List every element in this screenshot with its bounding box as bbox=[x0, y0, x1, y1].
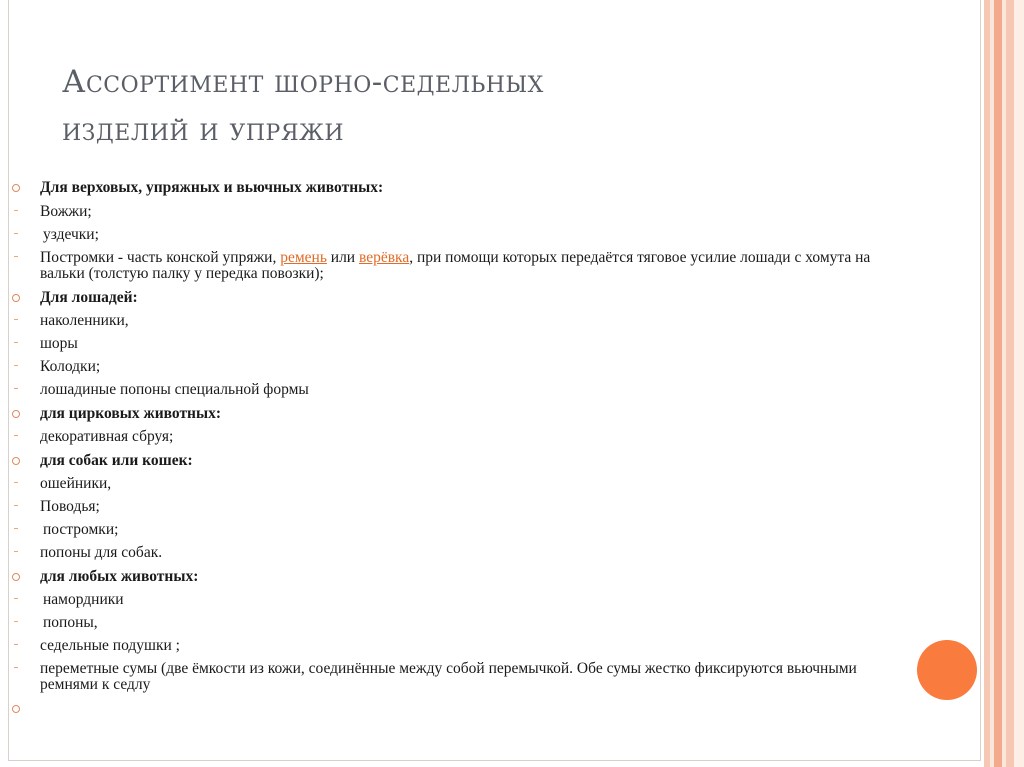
dash-bullet-icon bbox=[14, 482, 18, 483]
item-text: декоративная сбруя; bbox=[40, 428, 174, 445]
dash-bullet-icon bbox=[14, 598, 18, 599]
item-text: ошейники, bbox=[40, 475, 112, 492]
link-verevka[interactable]: верёвка bbox=[358, 249, 410, 266]
dash-bullet-icon bbox=[14, 365, 18, 366]
header-text: для собак или кошек: bbox=[40, 452, 193, 469]
dash-bullet-icon bbox=[14, 505, 18, 506]
item-text-line-2: вальки (толстую палку у передка повозки); bbox=[40, 265, 324, 282]
list-item bbox=[0, 545, 1000, 561]
list-header bbox=[0, 406, 1000, 422]
dash-bullet-icon bbox=[14, 210, 18, 211]
item-text: седельные подушки ; bbox=[40, 637, 180, 654]
dash-bullet-icon bbox=[14, 551, 18, 552]
title-line-1: Ассортимент шорно-седельных bbox=[62, 64, 544, 100]
dash-bullet-icon bbox=[14, 667, 18, 668]
dash-bullet-icon bbox=[14, 435, 18, 436]
list-item bbox=[0, 522, 1000, 538]
item-text: уздечки; bbox=[43, 226, 99, 243]
list-item bbox=[0, 615, 1000, 631]
dash-bullet-icon bbox=[14, 388, 18, 389]
list-header bbox=[0, 180, 1000, 196]
item-text: намордники bbox=[43, 591, 124, 608]
bullet-list bbox=[0, 180, 1000, 717]
list-item bbox=[0, 204, 1000, 220]
item-text: или bbox=[326, 249, 359, 266]
list-item bbox=[0, 382, 1000, 398]
list-item bbox=[0, 661, 1000, 693]
item-text: постромки; bbox=[43, 521, 119, 538]
item-text-line-2: ремнями к седлу bbox=[40, 676, 151, 693]
item-text: , при помощи которых передаётся тяговое усилие лошади с хомута на bbox=[409, 249, 871, 266]
list-item bbox=[0, 250, 1000, 282]
slide-title bbox=[62, 58, 862, 154]
item-text: Постромки - часть конской упряжи, bbox=[40, 249, 281, 266]
list-item bbox=[0, 227, 1000, 243]
header-text: для цирковых животных: bbox=[40, 405, 222, 422]
item-text: шоры bbox=[40, 335, 78, 352]
dash-bullet-icon bbox=[14, 644, 18, 645]
dash-bullet-icon bbox=[14, 256, 18, 257]
list-item bbox=[0, 336, 1000, 352]
circle-bullet-icon bbox=[12, 457, 20, 465]
list-item bbox=[0, 359, 1000, 375]
list-header bbox=[0, 453, 1000, 469]
item-text: переметные сумы (две ёмкости из кожи, соединённые между собой перемычкой. Обе сумы жестко фиксируются вьючными bbox=[40, 660, 857, 677]
circle-bullet-icon bbox=[12, 294, 20, 302]
list-item bbox=[0, 638, 1000, 654]
list-header bbox=[0, 701, 1000, 717]
item-text: Вожжи; bbox=[40, 203, 92, 220]
circle-bullet-icon bbox=[12, 184, 20, 192]
link-remen[interactable]: ремень bbox=[280, 249, 327, 266]
list-item bbox=[0, 499, 1000, 515]
dash-bullet-icon bbox=[14, 342, 18, 343]
header-text: Для верховых, упряжных и вьючных животных: bbox=[40, 179, 384, 196]
decor-stripe-6 bbox=[1014, 0, 1024, 767]
item-text: наколенники, bbox=[40, 312, 129, 329]
item-text: Поводья; bbox=[40, 498, 100, 515]
circle-bullet-icon bbox=[12, 705, 20, 713]
circle-bullet-icon bbox=[12, 410, 20, 418]
dash-bullet-icon bbox=[14, 528, 18, 529]
list-item bbox=[0, 313, 1000, 329]
item-text: попоны для собак. bbox=[40, 544, 163, 561]
item-text: Колодки; bbox=[40, 358, 101, 375]
circle-bullet-icon bbox=[12, 573, 20, 581]
list-item bbox=[0, 429, 1000, 445]
header-text: для любых животных: bbox=[40, 568, 199, 585]
decor-stripe-5 bbox=[1006, 0, 1014, 767]
list-header bbox=[0, 569, 1000, 585]
dash-bullet-icon bbox=[14, 319, 18, 320]
item-text: лошадиные попоны специальной формы bbox=[40, 381, 309, 398]
item-text: попоны, bbox=[43, 614, 98, 631]
title-line-2: изделий и упряжи bbox=[62, 112, 345, 148]
dash-bullet-icon bbox=[14, 621, 18, 622]
list-item bbox=[0, 476, 1000, 492]
list-item bbox=[0, 592, 1000, 608]
dash-bullet-icon bbox=[14, 233, 18, 234]
list-header bbox=[0, 290, 1000, 306]
header-text: Для лошадей: bbox=[40, 289, 138, 306]
